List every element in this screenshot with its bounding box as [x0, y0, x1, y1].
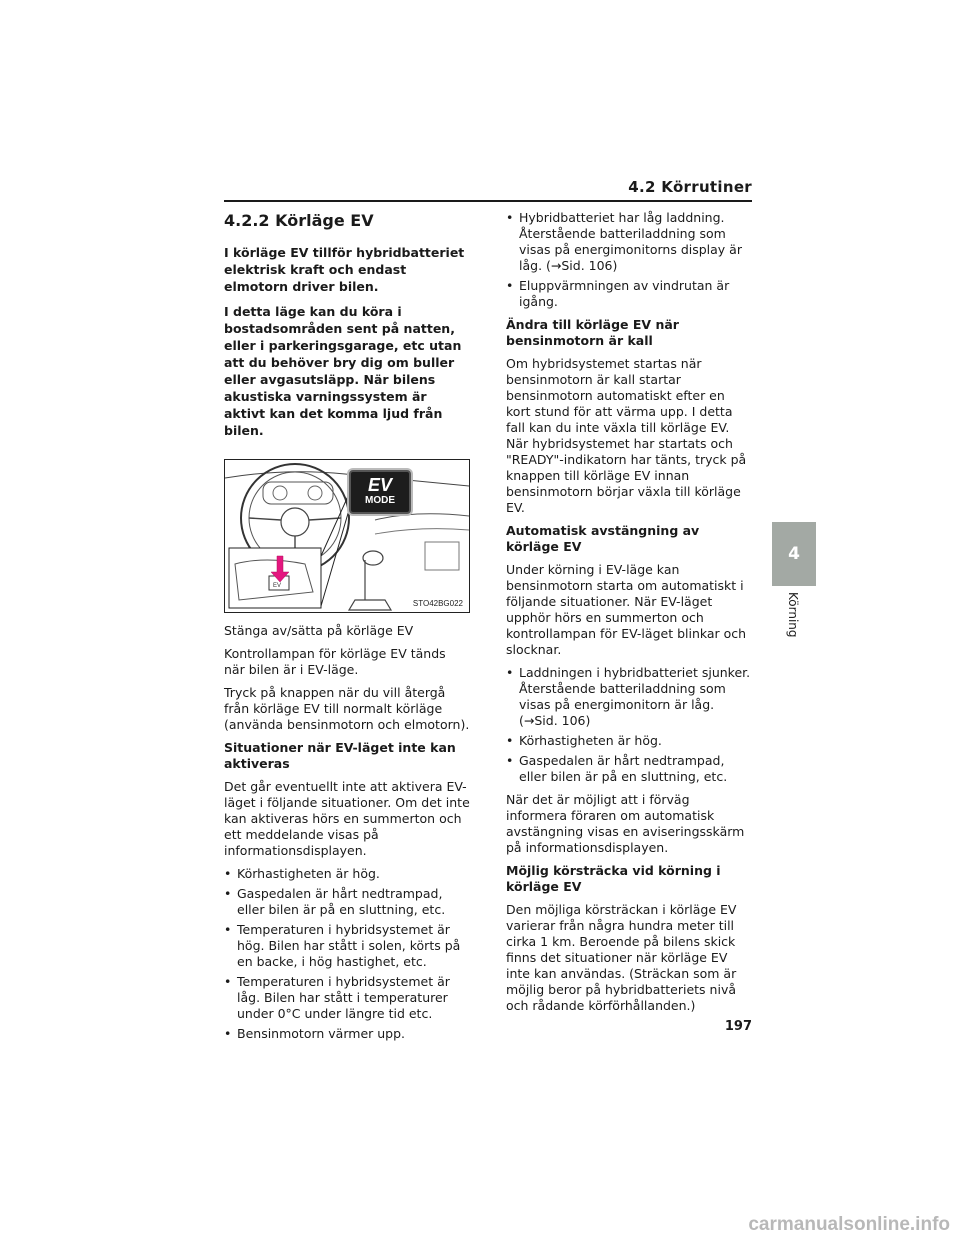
list-item: • Körhastigheten är hög. — [224, 866, 380, 881]
list-item: • Körhastigheten är hög. — [506, 733, 662, 748]
paragraph-cold-engine: Om hybridsystemet startas när bensinmotorn är kall startar bensinmotorn automatiskt efter en kort stund för att värma upp. I detta fall kan du inte växla till körläge EV. När hybridsystemet har startats och "READY"-indikatorn har tänts, tryck på knappen till körläge EV innan bensinmotorn börjar växla till körläge EV. — [506, 356, 747, 515]
dashboard-drawing — [225, 460, 469, 612]
paragraph-return: Tryck på knappen när du vill återgå från körläge EV till normalt körläge (använda bensinmotorn och elmotorn). — [224, 685, 470, 732]
list-item: • Bensinmotorn värmer upp. — [224, 1026, 406, 1041]
list-item: • Laddningen i hybridbatteriet sjunker. Återstående batteriladdning som visas på energimonitorn är låg. (→Sid. 106) — [506, 665, 751, 728]
paragraph-range: Den möjliga körsträckan i körläge EV varierar från några hundra meter till cirka 1 km. Beroende på bilens skick finns det situationer när körläge EV inte kan användas. (Sträckan som är möjlig beror på hybridbatteriets nivå och rådande körförhållanden.) — [506, 902, 737, 1013]
left-column — [224, 210, 470, 1049]
header-divider — [224, 200, 752, 202]
paragraph-indicator: Kontrollampan för körläge EV tänds när bilen är i EV-läge. — [224, 646, 446, 677]
heading-range: Möjlig körsträcka vid körning i körläge EV — [506, 863, 721, 894]
paragraph-auto-cancel: Under körning i EV-läge kan bensinmotorn starta om automatiskt i följande situationer. När EV-läget upphör hörs en summerton och kontrollampan för EV-läget blinkar och slocknar. — [506, 562, 747, 657]
list-item: • Temperaturen i hybridsystemet är hög. Bilen har stått i solen, körts på en backe, i hög hastighet, etc. — [224, 922, 461, 969]
list-item: • Gaspedalen är hårt nedtrampad, eller bilen är på en sluttning, etc. — [224, 886, 446, 917]
heading-cannot-activate: Situationer när EV-läget inte kan aktiveras — [224, 740, 456, 771]
svg-text:EV: EV — [273, 583, 282, 589]
list-item: • Hybridbatteriet har låg laddning. Återstående batteriladdning som visas på energimonitorns display är låg. (→Sid. 106) — [506, 210, 742, 273]
list-item: • Temperaturen i hybridsystemet är låg. Bilen har stått i temperaturer under 0°C under längre tid etc. — [224, 974, 450, 1021]
cannot-activate-list — [224, 866, 470, 1042]
paragraph-notification: När det är möjligt att i förväg informera föraren om automatisk avstängning visas en aviseringsskärm på informationsdisplayen. — [506, 792, 745, 855]
list-item: • Gaspedalen är hårt nedtrampad, eller bilen är på en sluttning, etc. — [506, 753, 728, 784]
chapter-number: 4 — [788, 544, 800, 564]
watermark: carmanualsonline.info — [748, 1214, 950, 1235]
auto-cancel-list — [506, 665, 752, 785]
heading-cold-engine: Ändra till körläge EV när bensinmotorn är kall — [506, 317, 679, 348]
page-number: 197 — [724, 1019, 752, 1034]
ev-mode-button-icon: EV MODE — [349, 470, 411, 514]
chapter-label: Körning — [786, 592, 800, 638]
cannot-activate-list-continued — [506, 210, 752, 310]
section-title: 4.2.2 Körläge EV — [224, 211, 374, 230]
list-item: • Eluppvärmningen av vindrutan är igång. — [506, 278, 730, 309]
ev-mode-illustration — [224, 459, 470, 613]
heading-auto-cancel: Automatisk avstängning av körläge EV — [506, 523, 700, 554]
figure-code: STO42BG022 — [412, 599, 463, 608]
lead-paragraph-2: I detta läge kan du köra i bostadsområden sent på natten, eller i parkeringsgarage, etc utan att du behöver bry dig om buller eller avgasutsläpp. När bilens akustiska varningssystem är aktivt kan det komma ljud från bilen. — [224, 304, 462, 438]
paragraph-toggle: Stänga av/sätta på körläge EV — [224, 623, 414, 638]
lead-paragraph-1: I körläge EV tillför hybridbatteriet elektrisk kraft och endast elmotorn driver bilen. — [224, 245, 465, 294]
right-column — [506, 210, 752, 1021]
chapter-tab — [772, 522, 816, 586]
chapter-title: 4.2 Körrutiner — [628, 178, 752, 196]
paragraph-cannot-activate: Det går eventuellt inte att aktivera EV-läget i följande situationer. Om det inte kan aktiveras hörs en summerton och ett meddelande visas på informationsdisplayen. — [224, 779, 470, 858]
